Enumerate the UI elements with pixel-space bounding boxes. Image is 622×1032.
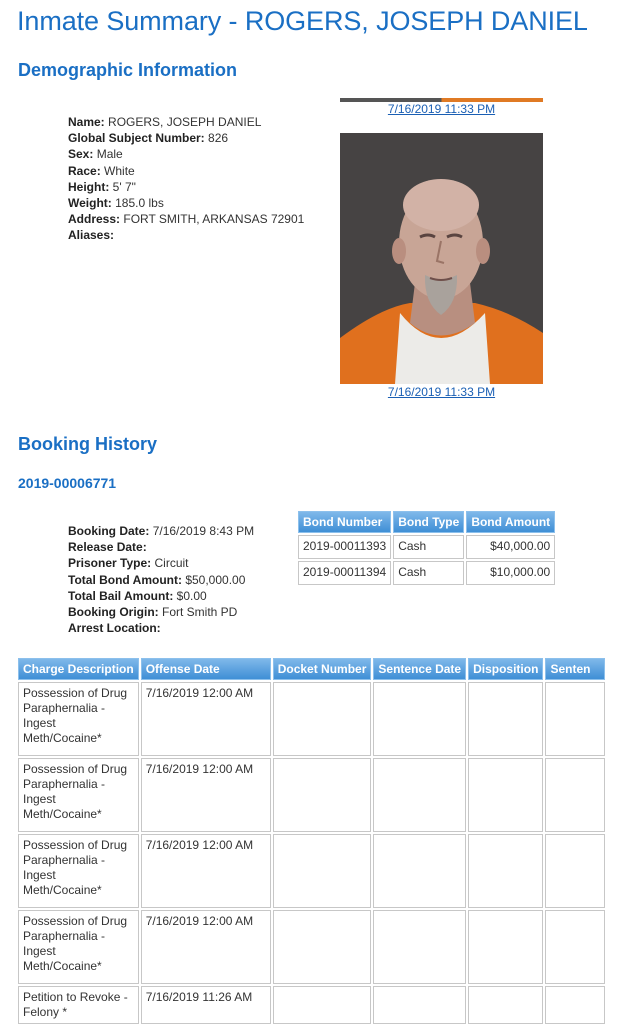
booking-row: [68, 620, 254, 636]
bond-cell: 2019-00011393: [298, 535, 391, 559]
charge-column-header[interactable]: Charge Description: [18, 658, 139, 680]
charge-cell: [545, 682, 605, 756]
charge-column-header[interactable]: Disposition: [468, 658, 543, 680]
charge-cell: Possession of Drug Paraphernalia - Ingest Meth/Cocaine*: [18, 758, 139, 832]
bond-row: [298, 561, 555, 585]
booking-row: [68, 588, 254, 604]
charge-cell: [468, 758, 543, 832]
booking-fields: [68, 523, 254, 636]
charge-cell: [373, 758, 466, 832]
charge-cell: [545, 834, 605, 908]
charge-cell: [273, 986, 372, 1024]
field-label: Address:: [68, 212, 121, 227]
charge-cell: [373, 986, 466, 1024]
field-label: Arrest Location:: [68, 621, 161, 636]
charge-column-header[interactable]: Sentence Date: [373, 658, 466, 680]
charge-cell: 7/16/2019 11:26 AM: [141, 986, 271, 1024]
bond-column-header[interactable]: Bond Number: [298, 511, 391, 533]
charge-cell: [468, 986, 543, 1024]
charge-column-header[interactable]: Senten: [545, 658, 605, 680]
field-value: 7/16/2019 8:43 PM: [152, 524, 255, 538]
bond-row: [298, 535, 555, 559]
demographic-row: [68, 130, 304, 146]
mugshot-photo[interactable]: [340, 133, 543, 384]
charge-cell: 7/16/2019 12:00 AM: [141, 834, 271, 908]
booking-row: [68, 572, 254, 588]
photo-date-link-bottom[interactable]: 7/16/2019 11:33 PM: [387, 385, 496, 399]
field-label: Height:: [68, 179, 110, 194]
charge-row: [18, 834, 605, 908]
charge-cell: 7/16/2019 12:00 AM: [141, 758, 271, 832]
booking-row: [68, 604, 254, 620]
field-label: Global Subject Number:: [68, 131, 205, 146]
bond-cell: Cash: [393, 535, 464, 559]
demographic-heading: Demographic Information: [18, 60, 238, 80]
demographic-row: [68, 179, 304, 195]
charge-row: [18, 910, 605, 984]
charge-cell: Possession of Drug Paraphernalia - Ingest Meth/Cocaine*: [18, 834, 139, 908]
field-value: FORT SMITH, ARKANSAS 72901: [123, 212, 305, 227]
demographic-row: [68, 195, 304, 211]
charge-cell: [468, 834, 543, 908]
mugshot-image: [340, 133, 543, 384]
field-label: Weight:: [68, 196, 112, 211]
field-value: 185.0 lbs: [115, 196, 164, 211]
field-label: Aliases:: [68, 228, 115, 243]
charge-cell: [373, 834, 466, 908]
charge-cell: Petition to Revoke - Felony *: [18, 986, 139, 1024]
charge-row: [18, 758, 605, 832]
booking-number: 2019-00006771: [18, 475, 117, 491]
charge-cell: 7/16/2019 12:00 AM: [141, 910, 271, 984]
bond-column-header[interactable]: Bond Amount: [466, 511, 555, 533]
bond-column-header[interactable]: Bond Type: [393, 511, 464, 533]
charge-cell: [373, 910, 466, 984]
field-label: Sex:: [68, 147, 94, 162]
bond-cell: Cash: [393, 561, 464, 585]
charge-column-header[interactable]: Docket Number: [273, 658, 372, 680]
field-value: ROGERS, JOSEPH DANIEL: [108, 115, 262, 129]
field-value: Fort Smith PD: [162, 605, 238, 620]
charge-cell: [545, 910, 605, 984]
field-label: Release Date:: [68, 540, 147, 555]
field-label: Race:: [68, 163, 101, 178]
charge-column-header[interactable]: Offense Date: [141, 658, 271, 680]
charge-table: [16, 656, 607, 1026]
booking-row: [68, 539, 254, 555]
charge-cell: [273, 910, 372, 984]
charge-cell: Possession of Drug Paraphernalia - Ingest Meth/Cocaine*: [18, 682, 139, 756]
charge-cell: [273, 758, 372, 832]
field-value: Circuit: [154, 556, 189, 571]
charge-row: [18, 682, 605, 756]
field-value: Male: [96, 147, 123, 162]
field-value: $50,000.00: [185, 572, 246, 587]
photo-date-link-top[interactable]: 7/16/2019 11:33 PM: [387, 102, 496, 116]
field-value: 826: [208, 131, 229, 146]
charge-row: [18, 986, 605, 1024]
field-value: $0.00: [176, 588, 207, 603]
field-value: 5' 7": [112, 179, 136, 194]
charge-cell: [468, 910, 543, 984]
bond-cell: $40,000.00: [466, 535, 555, 559]
demographic-fields: [68, 114, 304, 244]
charge-cell: [273, 682, 372, 756]
bond-cell: 2019-00011394: [298, 561, 391, 585]
field-label: Total Bail Amount:: [68, 588, 174, 603]
field-label: Booking Origin:: [68, 605, 159, 620]
page-title: Inmate Summary - ROGERS, JOSEPH DANIEL: [17, 6, 588, 36]
charge-cell: [468, 682, 543, 756]
bond-table: [296, 509, 557, 587]
field-label: Prisoner Type:: [68, 556, 152, 571]
charge-cell: [273, 834, 372, 908]
demographic-row: [68, 211, 304, 227]
charge-cell: [373, 682, 466, 756]
booking-history-heading: Booking History: [18, 434, 158, 454]
charge-cell: Possession of Drug Paraphernalia - Ingest Meth/Cocaine*: [18, 910, 139, 984]
bond-cell: $10,000.00: [466, 561, 555, 585]
field-label: Booking Date:: [68, 524, 150, 538]
booking-row: [68, 555, 254, 571]
field-label: Name:: [68, 115, 105, 129]
demographic-row: [68, 146, 304, 162]
booking-row: [68, 523, 254, 539]
charge-cell: [545, 986, 605, 1024]
field-value: White: [104, 163, 135, 178]
demographic-row: [68, 114, 304, 130]
charge-cell: 7/16/2019 12:00 AM: [141, 682, 271, 756]
demographic-row: [68, 163, 304, 179]
charge-cell: [545, 758, 605, 832]
demographic-row: [68, 227, 304, 243]
field-label: Total Bond Amount:: [68, 572, 182, 587]
